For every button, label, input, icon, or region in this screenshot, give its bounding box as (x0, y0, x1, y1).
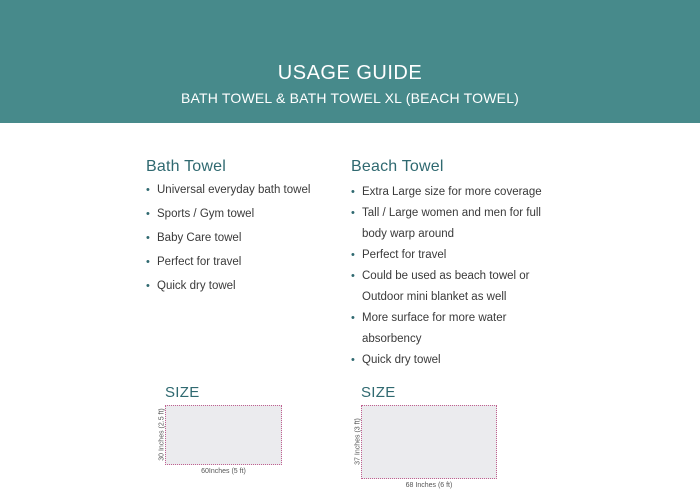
bullet-icon: • (351, 354, 355, 366)
bullet-icon: • (351, 270, 355, 282)
bath-size-label: SIZE (165, 384, 200, 401)
list-item-text: Universal everyday bath towel (157, 184, 311, 196)
bullet-icon: • (351, 312, 355, 324)
bath-towel-section (146, 158, 336, 302)
list-item-text: Baby Care towel (157, 232, 242, 244)
page-subtitle: BATH TOWEL & BATH TOWEL XL (BEACH TOWEL) (180, 90, 520, 106)
list-item-text: Extra Large size for more coverage (362, 186, 542, 198)
bullet-icon: • (146, 232, 150, 244)
list-item (146, 278, 336, 302)
list-item (351, 245, 591, 266)
bath-width-label: 60Inches (5 ft) (201, 468, 246, 475)
bath-height-label: 30 Inches (2.5 ft) (158, 408, 166, 461)
beach-towel-size-box (361, 405, 497, 479)
bath-towel-heading: Bath Towel (146, 158, 226, 175)
beach-towel-list (351, 182, 591, 371)
list-item (351, 266, 562, 308)
beach-towel-section (351, 158, 591, 371)
beach-towel-heading: Beach Towel (351, 158, 444, 175)
beach-width-label: 68 Inches (6 ft) (405, 482, 453, 489)
list-item-text: Perfect for travel (362, 249, 447, 261)
beach-size-label: SIZE (361, 384, 396, 401)
list-item-text: Perfect for travel (157, 256, 242, 268)
list-item-text: Quick dry towel (362, 354, 441, 366)
bath-towel-list (146, 182, 336, 302)
list-item (146, 230, 336, 254)
bullet-icon: • (146, 184, 150, 196)
list-item (146, 206, 336, 230)
bullet-icon: • (351, 186, 355, 198)
bullet-icon: • (351, 207, 355, 219)
bath-towel-size-box (165, 405, 282, 465)
beach-height-label: 37 Inches (3 ft) (354, 418, 362, 465)
header-banner (0, 0, 700, 123)
list-item-text: Sports / Gym towel (157, 208, 255, 220)
bullet-icon: • (146, 280, 150, 292)
list-item (351, 203, 552, 245)
page-title: USAGE GUIDE (277, 62, 423, 84)
bullet-icon: • (146, 256, 150, 268)
list-item-text: Tall / Large women and men for full body warp around (362, 207, 541, 240)
list-item-text: Quick dry towel (157, 280, 236, 292)
list-item (146, 182, 336, 206)
list-item (351, 308, 512, 350)
list-item (351, 350, 591, 371)
list-item-text: Could be used as beach towel or Outdoor mini blanket as well (362, 270, 530, 303)
bullet-icon: • (351, 249, 355, 261)
list-item-text: More surface for more water absorbency (362, 312, 507, 345)
bullet-icon: • (146, 208, 150, 220)
list-item (146, 254, 336, 278)
list-item (351, 182, 591, 203)
